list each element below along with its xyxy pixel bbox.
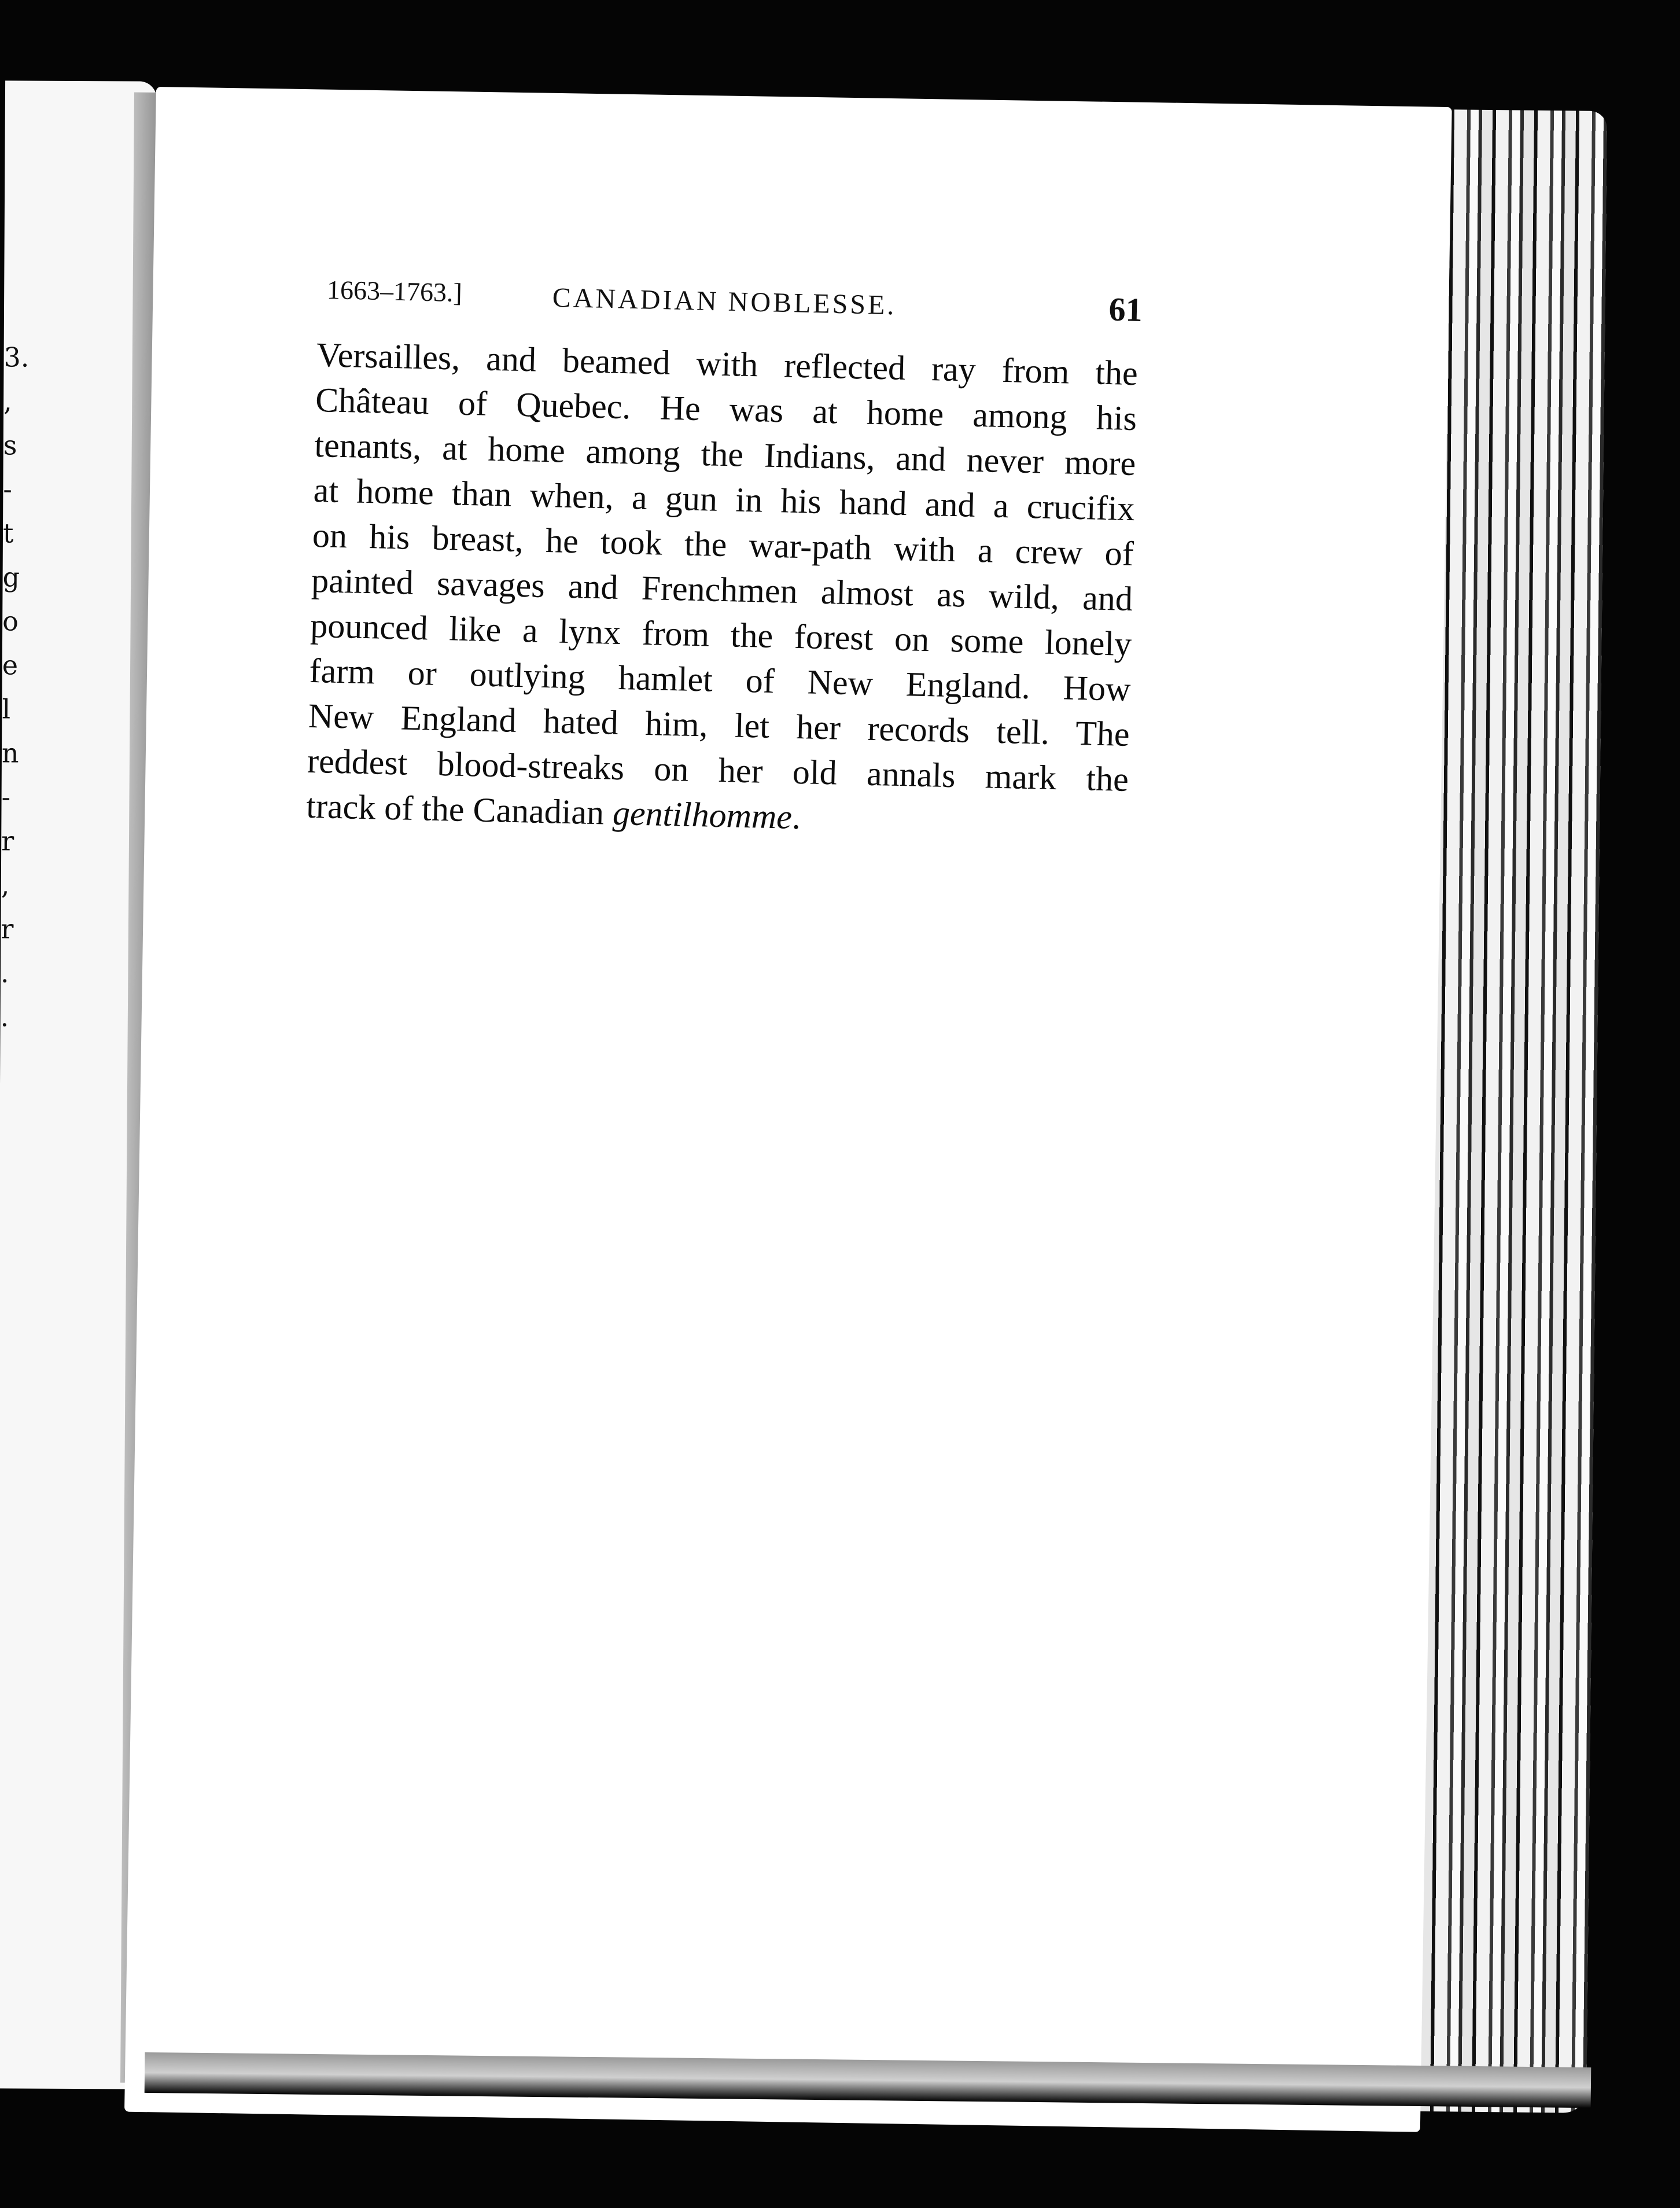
left-page-char: n bbox=[1, 737, 19, 769]
last-line-period: . bbox=[791, 797, 801, 837]
left-page-char: r bbox=[1, 913, 14, 945]
text-line: Château of Quebec. He was at home among his bbox=[315, 380, 1137, 438]
left-page-char: - bbox=[1, 781, 11, 813]
left-page-char: , bbox=[3, 385, 12, 417]
text-line: tenants, at home among the Indians, and never more bbox=[314, 425, 1136, 483]
text-line: reddest blood-streaks on her old annals mark the bbox=[307, 741, 1129, 799]
header-dates: 1663–1763.] bbox=[326, 274, 463, 308]
text-line: farm or outlying hamlet of New England. How bbox=[308, 651, 1132, 709]
text-line: on his breast, he took the war-path with a crew of bbox=[312, 516, 1134, 573]
text-line: at home than when, a gun in his hand and a crucifix bbox=[313, 470, 1136, 528]
left-page-char: . bbox=[0, 1001, 9, 1033]
left-page-char: r bbox=[1, 825, 14, 857]
page-number: 61 bbox=[1108, 290, 1143, 329]
running-title: CANADIAN NOBLESSE. bbox=[552, 282, 897, 321]
left-page-char: t bbox=[2, 517, 14, 549]
text-line: pounced like a lynx from the forest on some lonely bbox=[310, 606, 1132, 664]
body-paragraph bbox=[306, 332, 1139, 847]
left-page-char: l bbox=[2, 693, 11, 725]
left-page-char: , bbox=[1, 869, 10, 901]
last-line-text: track of the Canadian bbox=[305, 786, 613, 832]
text-line: New England hated him, let her records tell. The bbox=[308, 696, 1130, 754]
text-line: painted savages and Frenchmen almost as wild, and bbox=[311, 561, 1133, 619]
left-page-char: 3. bbox=[3, 341, 30, 373]
left-page-char: . bbox=[0, 957, 9, 989]
left-page-cut-text bbox=[0, 335, 30, 1039]
left-page-char: s bbox=[3, 429, 17, 461]
left-page-char: g bbox=[2, 561, 20, 593]
text-line: Versailles, and beamed with reflected ray from the bbox=[316, 335, 1139, 393]
left-page-char: o bbox=[2, 605, 19, 637]
left-page-char: - bbox=[3, 473, 13, 505]
left-page-char: e bbox=[2, 649, 19, 681]
italic-word: gentilhomme bbox=[612, 793, 793, 836]
